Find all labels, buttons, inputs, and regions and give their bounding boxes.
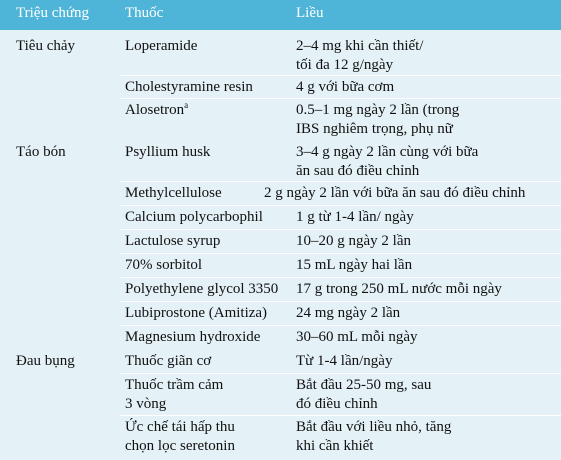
row-divider bbox=[120, 181, 561, 182]
drug-lactulose: Lactulose syrup bbox=[125, 233, 221, 249]
row-divider bbox=[120, 415, 561, 416]
row-divider bbox=[120, 98, 561, 99]
drug-ssri: Ức chế tái hấp thu chọn lọc seretonin bbox=[125, 419, 235, 454]
drug-alosetron: Alosetron$^a$ bbox=[125, 100, 189, 118]
drug-loperamide: Loperamide bbox=[125, 38, 198, 54]
symptom-constipation: Táo bón bbox=[16, 144, 66, 160]
drug-peg-3350: Polyethylene glycol 3350 bbox=[125, 281, 279, 297]
table-header bbox=[0, 0, 561, 30]
row-divider bbox=[120, 205, 561, 206]
dose-ssri: Bắt đầu với liều nhỏ, tăng khi cần khiết bbox=[296, 419, 452, 454]
dose-cholestyramine: 4 g với bữa cơm bbox=[296, 79, 395, 95]
drug-calcium-polycarbophil: Calcium polycarbophil bbox=[125, 209, 263, 225]
drug-lubiprostone: Lubiprostone (Amitiza) bbox=[125, 305, 268, 321]
symptom-diarrhea: Tiêu chảy bbox=[16, 38, 76, 54]
dose-methylcellulose: 2 g ngày 2 lần với bữa ăn sau đó điều chỉnh bbox=[264, 185, 526, 201]
dose-lactulose: 10–20 g ngày 2 lần bbox=[296, 233, 411, 249]
dose-lubiprostone: 24 mg ngày 2 lần bbox=[296, 305, 401, 321]
dose-psyllium: 3–4 g ngày 2 lần cùng với bữa ăn sau đó điều chỉnh bbox=[296, 144, 479, 179]
header-dose: Liều bbox=[296, 5, 324, 21]
dose-peg-3350: 17 g trong 250 mL nước mỗi ngày bbox=[296, 281, 502, 297]
row-divider bbox=[120, 229, 561, 230]
row-divider bbox=[120, 373, 561, 374]
dose-antispasmodic: Từ 1-4 lần/ngày bbox=[296, 353, 393, 369]
dose-sorbitol: 15 mL ngày hai lần bbox=[296, 257, 413, 273]
drug-psyllium: Psyllium husk bbox=[125, 144, 211, 160]
header-drug: Thuốc bbox=[125, 5, 164, 21]
row-divider bbox=[120, 277, 561, 278]
symptom-abdominal-pain: Đau bụng bbox=[16, 353, 75, 369]
dose-alosetron: 0.5–1 mg ngày 2 lần (trong IBS nghiêm trọng, phụ nữ bbox=[296, 102, 460, 137]
drug-sorbitol: 70% sorbitol bbox=[125, 257, 203, 273]
header-symptom: Triệu chứng bbox=[16, 5, 89, 21]
dose-magnesium-hydroxide: 30–60 mL mỗi ngày bbox=[296, 329, 418, 345]
row-divider bbox=[120, 253, 561, 254]
row-divider bbox=[120, 75, 561, 76]
drug-cholestyramine: Cholestyramine resin bbox=[125, 79, 253, 95]
drug-magnesium-hydroxide: Magnesium hydroxide bbox=[125, 329, 261, 345]
drug-tricyclic-antidepressant: Thuốc trầm cảm 3 vòng bbox=[125, 377, 224, 412]
dose-tricyclic-antidepressant: Bắt đầu 25-50 mg, sau đó điều chỉnh bbox=[296, 377, 432, 412]
dose-calcium-polycarbophil: 1 g từ 1-4 lần/ ngày bbox=[296, 209, 414, 225]
row-divider bbox=[120, 325, 561, 326]
row-divider bbox=[120, 301, 561, 302]
drug-antispasmodic: Thuốc giãn cơ bbox=[125, 353, 212, 369]
dose-loperamide: 2–4 mg khi cần thiết/ tối đa 12 g/ngày bbox=[296, 38, 424, 73]
drug-methylcellulose: Methylcellulose bbox=[125, 185, 222, 201]
